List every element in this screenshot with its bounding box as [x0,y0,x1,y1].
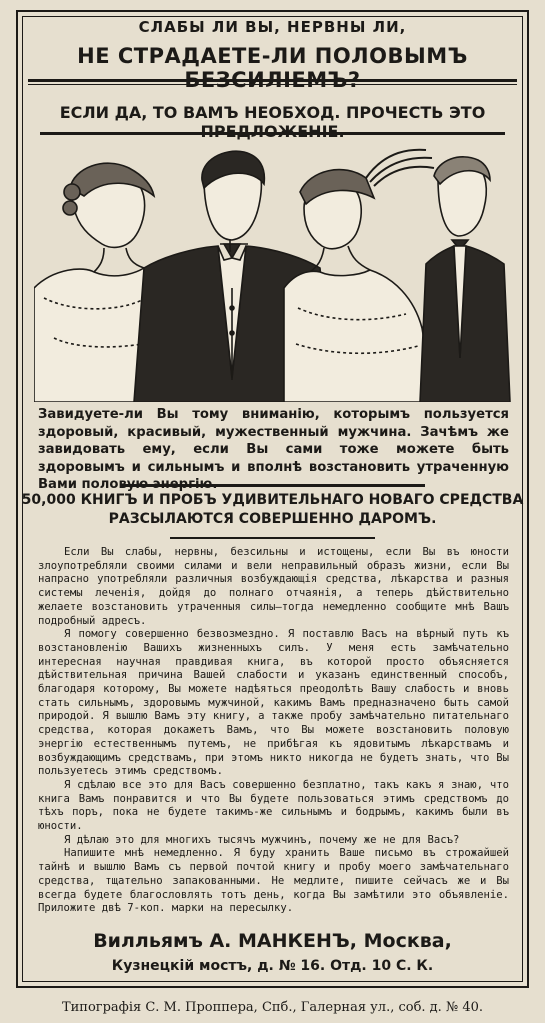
body-paragraph: Если Вы слабы, нервны, безсильны и истощены, если Вы въ юности злоупотребляли своими силами и вели неправильный образъ жизни, если Вы напрасно употребляли различныя возбуждающія средства, лѣкарства и разныя системы леченія, дойдя до полнаго отчаянія, а теперь дѣйствительно желаете возстановить утраченныя силы—тогда немедленно сообщите мнѣ Вашъ подробный адресъ. [38,546,509,627]
promo-line-1: 50,000 КНИГЪ И ПРОБЪ УДИВИТЕЛЬНАГО НОВАГО СРЕДСТВА [21,492,524,508]
advertiser-signature: Вилльямъ А. МАНКЕНЪ, Москва, [93,930,452,952]
illustration-figures [34,148,516,402]
body-paragraph: Я дѣлаю это для многихъ тысячъ мужчинъ, почему же не для Васъ? [64,833,460,846]
divider-rule [28,79,517,82]
divider-rule [170,537,375,539]
promo-line-2: РАЗСЫЛАЮТСЯ СОВЕРШЕННО ДАРОМЪ. [108,511,437,527]
headline-main: НЕ СТРАДАЕТЕ-ЛИ ПОЛОВЫМЪ БЕЗСИЛІЕМЪ? [77,44,468,92]
divider-rule [40,132,505,135]
headline-question: СЛАБЫ ЛИ ВЫ, НЕРВНЫ ЛИ, [138,18,407,36]
body-paragraph: Я сдѣлаю все это для Васъ совершенно безплатно, такъ какъ я знаю, что книга Вамъ понравится и что Вы будете пользоваться этимъ средствомъ до тѣхъ поръ, пока не будете такимъ-же сильнымъ и бодрымъ, какимъ были въ юности. [38,778,509,833]
intro-paragraph: Завидуете-ли Вы тому вниманію, которымъ пользуется здоровый, красивый, мужественный мужчина. Зачѣмъ же завидовать ему, если Вы сами тоже можете быть здоровымъ и сильнымъ и вполнѣ возстановить утраченную Вами половую энергію. [38,407,509,492]
body-paragraph: Я помогу совершенно безвозмездно. Я поставлю Васъ на вѣрный путь къ возстановленію Вашихъ жизненныхъ силъ. У меня есть замѣчательно интересная научная правдивая книга, въ которой просто объясняется дѣйствительная причина Вашей слабости и указанъ единственный способъ, благодаря которому, Вы можете надѣяться преодолѣть Вашу слабость и вновь стать сильнымъ, здоровымъ мужчиной, какимъ Вамъ предназначено быть самой природой. Я вышлю Вамъ эту книгу, а также пробу замѣчательно питательнаго средства, которая докажетъ Вамъ, что Вы можете возстановить половую энергію естественнымъ путемъ, не прибѣгая къ ядовитымъ лѣкарствамъ и возбуждающимъ средствамъ, при этомъ никто никогда не будетъ знать, что Вы пользуетесь этимъ средствомъ. [38,628,509,778]
headline-sub: ЕСЛИ ДА, ТО ВАМЪ НЕОБХОД. ПРОЧЕСТЬ ЭТО ПРЕДЛОЖЕНІЕ. [59,103,486,141]
body-paragraph: Напишите мнѣ немедленно. Я буду хранить Ваше письмо въ строжайшей тайнѣ и вышлю Вамъ съ первой почтой книгу и пробу моего замѣчательнаго средства, тщательно запакованными. Не медлите, пишите сейчасъ же и Вы всегда будете благословлять тотъ день, когда Вы замѣтили это объявленіе. Приложите двѣ 7-коп. марки на пересылку. [38,847,509,915]
advertiser-address: Кузнецкій мостъ, д. № 16. Отд. 10 С. К. [111,958,434,974]
older-man-figure [420,157,510,402]
divider-rule-thin [28,84,517,85]
body-copy [38,546,509,916]
woman-right-figure [284,150,434,402]
divider-rule [120,484,425,487]
printer-imprint: Типографія С. М. Проппера, Спб., Галерная ул., соб. д. № 40. [61,1000,484,1015]
